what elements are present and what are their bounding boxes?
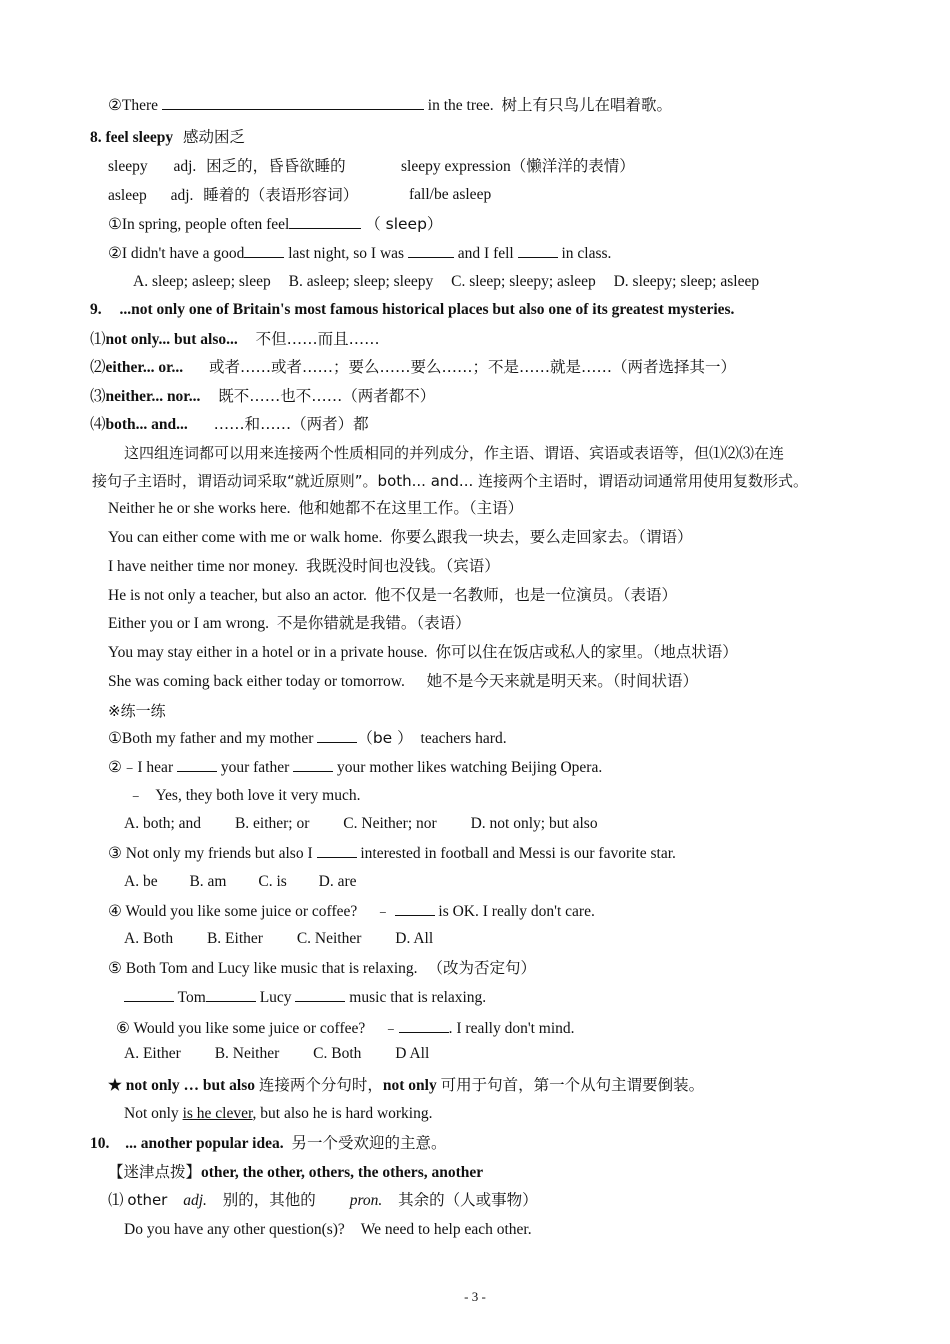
choice-d: D All — [395, 1045, 430, 1062]
answer-blank — [289, 214, 361, 229]
choice-d: D. All — [395, 930, 434, 947]
pos: adj. — [183, 1192, 207, 1209]
choice-a: A. Either — [124, 1045, 181, 1062]
translation: 树上有只鸟儿在唱着歌。 — [501, 96, 673, 114]
practice-heading — [108, 701, 166, 721]
choice-line — [124, 872, 357, 892]
choice-d: D. are — [318, 873, 357, 890]
answer-blank — [206, 987, 256, 1002]
exercise-line — [108, 728, 507, 749]
word: sleepy — [108, 158, 148, 175]
english: Not only — [124, 1105, 179, 1122]
meaning: ……和……（两者）都 — [213, 415, 369, 433]
dash: ﹣ — [383, 1020, 399, 1037]
section-heading — [90, 300, 734, 320]
exercise-line — [108, 214, 442, 235]
choice-line — [133, 272, 759, 292]
choice-line — [124, 1044, 429, 1064]
example-sentence — [108, 671, 698, 692]
meaning: 睡着的（表语形容词） — [203, 186, 359, 204]
explanation-paragraph — [124, 443, 784, 463]
example-sentence — [108, 585, 677, 606]
text: and I fell — [457, 245, 514, 262]
text: music that is relaxing. — [349, 989, 487, 1006]
example-sentence — [108, 498, 523, 519]
example-sentence — [108, 556, 500, 577]
text: ①In spring, people often feel — [108, 216, 290, 233]
text: your father — [220, 759, 290, 776]
vocab-line — [108, 185, 358, 206]
number: ⑴ — [90, 331, 106, 348]
answer-blank — [395, 901, 435, 916]
text: ⑤ Both Tom and Lucy like music that is relaxing. — [108, 960, 418, 977]
phrase: fall/be asleep — [409, 186, 492, 203]
meaning: 困乏的，昏昏欲睡的 — [206, 157, 346, 175]
exercise-line — [124, 987, 486, 1008]
vocab-example — [401, 156, 635, 177]
word: asleep — [108, 187, 147, 204]
meaning: 不但……而且…… — [255, 330, 380, 348]
choice-c: C. Both — [313, 1045, 362, 1062]
vocab-example — [409, 185, 491, 205]
exercise-line — [108, 95, 672, 116]
answer-blank — [162, 95, 424, 110]
exercise-line — [108, 843, 676, 864]
choice-b: B. asleep; sleep; sleepy — [288, 273, 434, 290]
vocab-line — [108, 156, 346, 177]
text: is OK. I really don't care. — [438, 903, 595, 920]
english: We need to help each other. — [360, 1221, 532, 1238]
answer-blank — [244, 243, 284, 258]
choice-line — [124, 929, 433, 949]
phrase: either... or... — [105, 359, 184, 376]
exercise-line — [108, 901, 595, 922]
example-sentence — [124, 1220, 532, 1240]
choice-a: A. sleep; asleep; sleep — [133, 273, 271, 290]
heading-phrase: 8. feel sleepy — [90, 129, 174, 146]
choice-b: B. Neither — [214, 1045, 280, 1062]
phrase: sleepy expression — [401, 158, 511, 175]
explanation-paragraph — [92, 471, 808, 491]
answer-blank — [293, 757, 333, 772]
text: Yes, they both love it very much. — [155, 787, 361, 804]
translation: 你要么跟我一块去，要么走回家去。（谓语） — [390, 528, 693, 546]
example-sentence — [108, 642, 738, 663]
grammar-point — [90, 329, 380, 350]
answer-blank — [295, 987, 345, 1002]
translation: 我既没时间也没钱。（宾语） — [305, 557, 500, 575]
choice-c: C. Neither; nor — [343, 815, 437, 832]
text: ③ Not only my friends but also I — [108, 845, 313, 862]
answer-blank — [317, 728, 357, 743]
text: Tom — [177, 989, 206, 1006]
choice-c: C. sleep; sleepy; asleep — [451, 273, 596, 290]
hint: （be ） — [357, 729, 413, 747]
text: ①Both my father and my mother — [108, 730, 314, 747]
choice-a: A. Both — [124, 930, 174, 947]
english: She was coming back either today or tomorrow. — [108, 673, 405, 690]
phrase: both... and... — [105, 416, 188, 433]
text: last night, so I was — [288, 245, 405, 262]
choice-a: A. both; and — [124, 815, 202, 832]
translation: 你可以住在饭店或私人的家里。（地点状语） — [435, 643, 738, 661]
tip-words: other, the other, others, the others, another — [201, 1164, 484, 1181]
translation: 她不是今天来就是明天来。（时间状语） — [426, 672, 699, 690]
text: teachers hard. — [420, 730, 507, 747]
meaning: 别的，其他的 — [222, 1191, 316, 1209]
number: ⑵ — [90, 359, 106, 376]
choice-b: B. am — [189, 873, 227, 890]
practice-label: ※练一练 — [108, 702, 166, 720]
dash: ﹣ — [128, 787, 144, 804]
number: ⑶ — [90, 388, 106, 405]
word: other — [127, 1191, 168, 1209]
pos: adj. — [173, 158, 197, 175]
answer-blank — [317, 843, 357, 858]
translation: （懒洋洋的表情） — [510, 157, 635, 175]
grammar-point — [108, 1190, 538, 1211]
section-number: 10. — [90, 1135, 110, 1152]
choice-d: D. sleepy; sleep; asleep — [613, 273, 760, 290]
note-text: 连接两个分句时， — [258, 1076, 383, 1094]
instruction: （改为否定句） — [427, 959, 536, 977]
text: interested in football and Messi is our favorite star. — [360, 845, 676, 862]
english: I have neither time nor money. — [108, 558, 299, 575]
answer-blank — [518, 243, 558, 258]
phrase: not only... but also... — [105, 331, 238, 348]
section-number: 9. — [90, 301, 102, 318]
exercise-line — [108, 757, 602, 778]
text: in the tree. — [427, 97, 494, 114]
text: ②﹣I hear — [108, 759, 174, 776]
answer-blank — [408, 243, 454, 258]
choice-d: D. not only; but also — [470, 815, 598, 832]
english: Neither he or she works here. — [108, 500, 291, 517]
answer-blank — [399, 1018, 449, 1033]
text: . I really don't mind. — [448, 1020, 575, 1037]
exercise-line — [128, 786, 360, 806]
paragraph-line: 这四组连词都可以用来连接两个性质相同的并列成分，作主语、谓语、宾语或表语等，但⑴⑵⑶在连 — [124, 444, 785, 462]
hint: （ sleep） — [365, 215, 443, 233]
text: your mother likes watching Beijing Opera. — [337, 759, 603, 776]
pos: adj. — [170, 187, 194, 204]
tip-label: 【迷津点拨】 — [108, 1163, 202, 1181]
choice-a: A. be — [124, 873, 158, 890]
english: He is not only a teacher, but also an actor. — [108, 587, 367, 604]
meaning: 或者……或者……；要么……要么……；不是……就是……（两者选择其一） — [209, 358, 737, 376]
choice-c: C. Neither — [296, 930, 362, 947]
choice-line — [124, 814, 598, 834]
english: You can either come with me or walk home. — [108, 529, 383, 546]
note-phrase: ★ not only … but also — [108, 1077, 255, 1094]
text: in class. — [561, 245, 612, 262]
heading-text: ...not only one of Britain's most famous historical places but also one of its greatest mysteries. — [119, 301, 735, 318]
answer-blank — [177, 757, 217, 772]
text: ②There — [108, 97, 159, 114]
number: ⑷ — [90, 416, 106, 433]
example-sentence — [108, 527, 693, 548]
exercise-line — [108, 958, 536, 979]
text: ⑥ Would you like some juice or coffee? — [116, 1020, 366, 1037]
note-text: 可用于句首，第一个从句主谓要倒装。 — [440, 1076, 705, 1094]
grammar-point — [90, 357, 736, 378]
text: ④ Would you like some juice or coffee? — [108, 903, 358, 920]
grammar-point — [90, 414, 369, 435]
choice-c: C. is — [258, 873, 287, 890]
pos: pron. — [349, 1192, 383, 1209]
section-heading — [90, 1133, 446, 1154]
grammar-point — [90, 386, 435, 407]
number: ⑴ — [108, 1192, 124, 1209]
translation: 感动困乏 — [182, 128, 245, 146]
translation: 他和她都不在这里工作。（主语） — [298, 499, 524, 517]
english: You may stay either in a hotel or in a private house. — [108, 644, 428, 661]
tip-heading — [108, 1162, 483, 1183]
page-number — [0, 1287, 950, 1307]
exercise-line — [116, 1018, 575, 1039]
note-phrase: not only — [382, 1077, 437, 1094]
english: Either you or I am wrong. — [108, 615, 269, 632]
choice-b: B. Either — [206, 930, 263, 947]
meaning: 其余的（人或事物） — [398, 1191, 538, 1209]
choice-b: B. either; or — [234, 815, 310, 832]
page-number-text: - 3 - — [464, 1289, 486, 1304]
english: Do you have any other question(s)? — [124, 1221, 345, 1238]
translation: 另一个受欢迎的主意。 — [291, 1134, 447, 1152]
answer-blank — [124, 987, 174, 1002]
heading-text: ... another popular idea. — [125, 1135, 284, 1152]
translation: 不是你错就是我错。（表语） — [276, 614, 471, 632]
example-sentence — [124, 1104, 432, 1124]
exercise-line — [108, 243, 611, 264]
paragraph-line: 接句子主语时，谓语动词采取“就近原则”。both... and... 连接两个主语时，谓语动词通常用使用复数形式。 — [92, 472, 808, 490]
phrase: neither... nor... — [105, 388, 201, 405]
english: , but also he is hard working. — [252, 1105, 433, 1122]
section-heading — [90, 127, 245, 148]
meaning: 既不……也不……（两者都不） — [218, 387, 436, 405]
dash: ﹣ — [375, 903, 391, 920]
text: Lucy — [259, 989, 292, 1006]
translation: 他不仅是一名教师，也是一位演员。（表语） — [374, 586, 678, 604]
underlined-text: is he clever — [182, 1105, 253, 1122]
example-sentence — [108, 613, 471, 634]
note-line — [108, 1075, 704, 1096]
text: ②I didn't have a good — [108, 245, 245, 262]
